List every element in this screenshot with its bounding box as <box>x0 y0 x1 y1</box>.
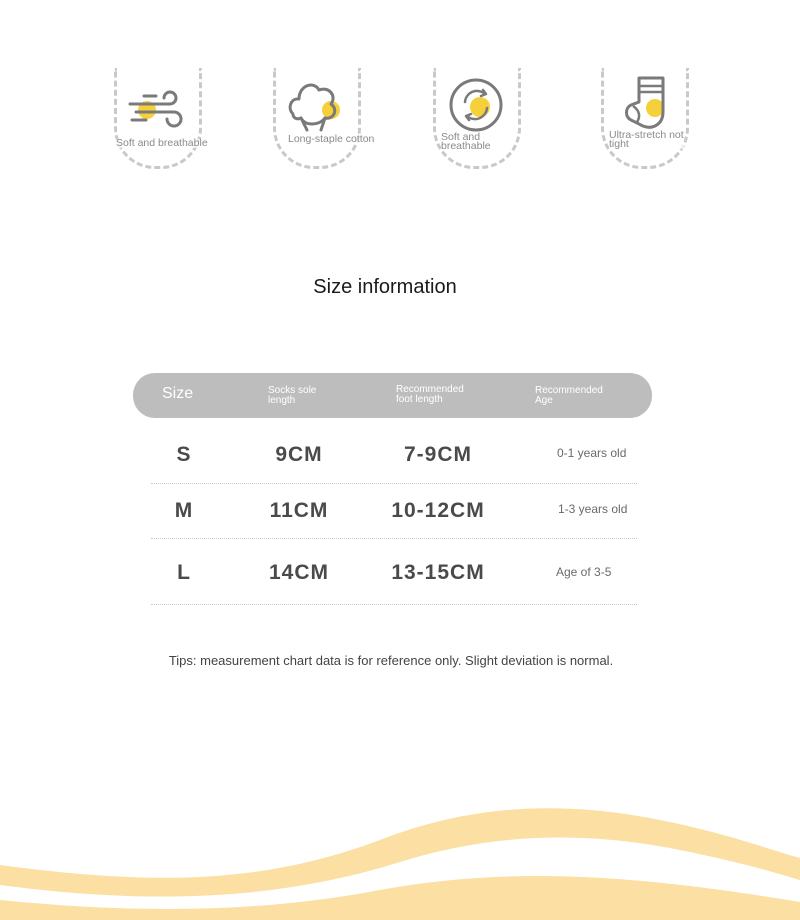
size-cell: M <box>174 499 194 522</box>
header-age: Recommended Age <box>535 385 603 406</box>
size-cell: S <box>176 443 192 466</box>
sole-length-cell: 9CM <box>275 443 323 466</box>
feature-soft-breathable-2 <box>433 68 519 168</box>
feature-soft-breathable <box>114 68 208 168</box>
sole-length-cell: 11CM <box>269 499 329 522</box>
row-divider <box>151 538 637 539</box>
cotton-icon <box>285 72 345 132</box>
wind-icon <box>126 72 186 132</box>
foot-length-cell: 7-9CM <box>403 443 472 466</box>
size-table-header <box>133 373 652 418</box>
feature-label: Soft and breathable <box>441 131 491 152</box>
header-size: Size <box>162 385 194 402</box>
header-foot-length: Recommended foot length <box>396 384 464 405</box>
age-cell: 0-1 years old <box>557 446 627 460</box>
row-divider <box>151 483 637 484</box>
feature-label: Long-staple cotton <box>288 133 375 145</box>
feature-long-staple-cotton <box>273 68 375 168</box>
age-cell: Age of 3-5 <box>556 565 612 579</box>
sock-icon <box>613 72 673 132</box>
age-cell: 1-3 years old <box>558 502 628 516</box>
feature-label: Ultra-stretch not tight <box>609 129 684 150</box>
decorative-wave <box>0 790 800 920</box>
header-sole-length: Socks sole length <box>268 385 317 406</box>
sole-length-cell: 14CM <box>268 561 330 584</box>
feature-label: Soft and breathable <box>116 137 208 149</box>
feature-ultra-stretch <box>601 68 687 168</box>
foot-length-cell: 10-12CM <box>391 499 485 522</box>
size-cell: L <box>177 561 191 584</box>
cycle-icon <box>445 72 505 132</box>
tips-note: Tips: measurement chart data is for reference only. Slight deviation is normal. <box>168 653 614 668</box>
section-title: Size information <box>313 276 457 298</box>
foot-length-cell: 13-15CM <box>391 561 485 584</box>
row-divider <box>151 604 637 605</box>
